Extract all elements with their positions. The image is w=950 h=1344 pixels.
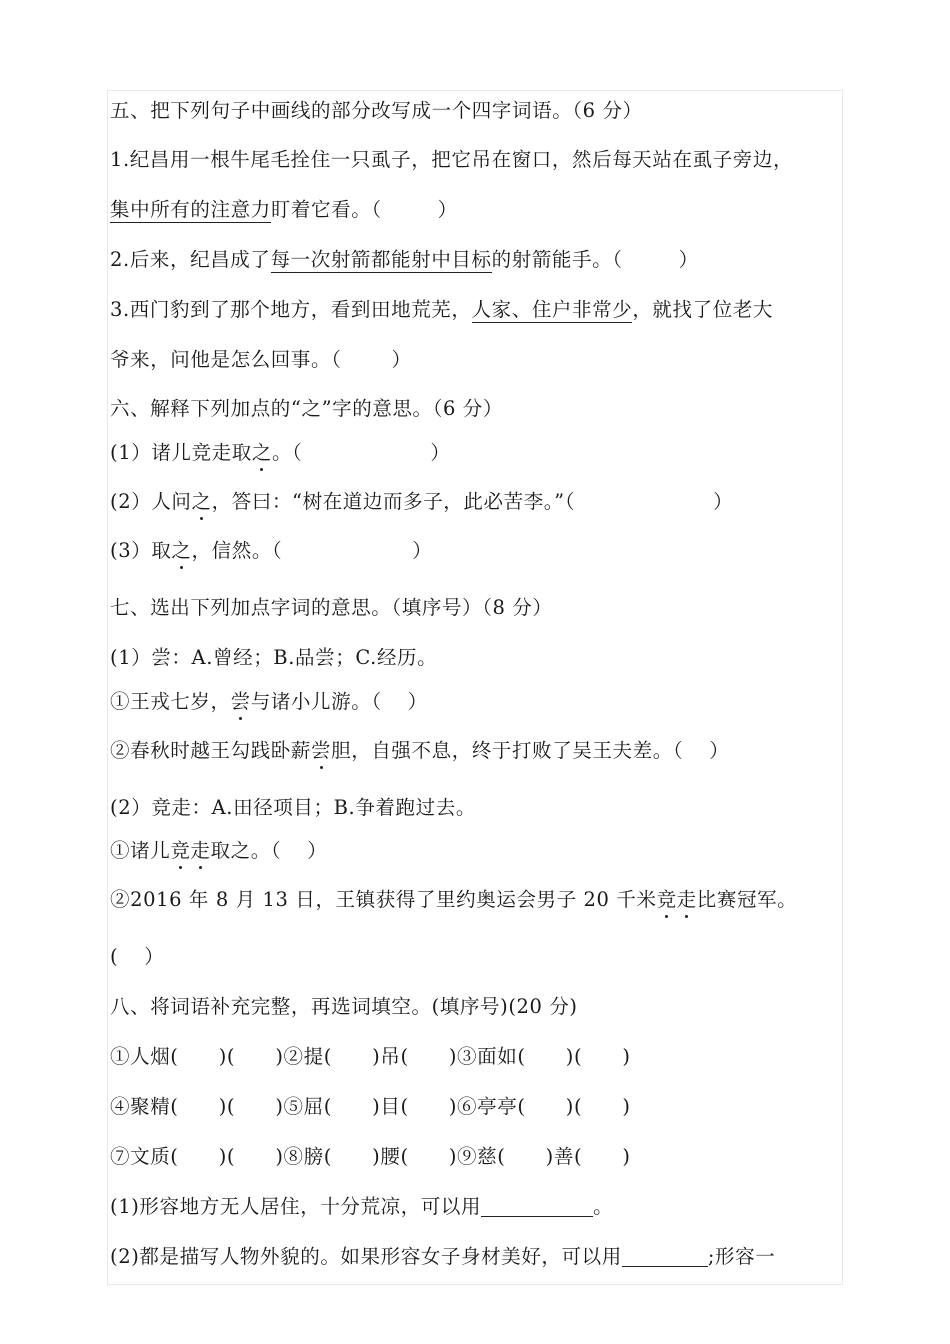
section-8-title: 八、将词语补充完整，再选词填空。(填序号)(20 分) (110, 995, 578, 1018)
s7-p2-q2-answer: ( ） (110, 945, 165, 968)
dotted-char: 竞 (170, 834, 190, 868)
s8-word-row-3: ⑦文质( )( )⑧膀( )腰( )⑨慈( )善( ) (110, 1145, 631, 1168)
s7-p1-q2: ②春秋时越王勾践卧薪尝胆，自强不息，终于打败了吴王夫差。（ ） (110, 734, 850, 768)
s5-q3-line1: 3.西门豹到了那个地方，看到田地荒芜，人家、住户非常少，就找了位老大 (110, 298, 774, 321)
dotted-char: 尝 (311, 734, 331, 768)
s8-q1: (1)形容地方无人居住，十分荒凉，可以用 。 (110, 1195, 614, 1218)
section-5-title: 五、把下列句子中画线的部分改写成一个四字词语。（6 分） (110, 99, 643, 122)
fill-blank (481, 1194, 593, 1217)
underlined-phrase: 每一次射箭都能射中目标 (270, 248, 492, 271)
s8-word-row-2: ④聚精( )( )⑤屈( )目( )⑥亭亭( )( ) (110, 1095, 631, 1118)
s7-p1-q1: ①王戎七岁，尝与诸小儿游。（ ） (110, 685, 850, 719)
s6-q3: (3）取之，信然。（ ） (110, 534, 850, 568)
s6-q2: (2）人问之，答曰：“树在道边而多子，此必苦李。”（ ） (110, 485, 850, 519)
dotted-char: 之 (192, 485, 212, 519)
section-6-title: 六、解释下列加点的“之”字的意思。（6 分） (110, 397, 503, 420)
s7-p2-q1: ①诸儿竞走取之。（ ） (110, 834, 850, 868)
underlined-phrase: 人家、住户非常少 (471, 298, 633, 321)
dotted-char: 走 (677, 883, 697, 917)
dotted-char: 尝 (231, 685, 251, 719)
dotted-char: 之 (171, 534, 191, 568)
underlined-phrase: 集中所有的注意力 (110, 198, 271, 221)
dotted-char: 走 (190, 834, 210, 868)
s5-q2: 2.后来，纪昌成了每一次射箭都能射中目标的射箭能手。（ ） (110, 248, 699, 271)
s8-q2: (2)都是描写人物外貌的。如果形容女子身材美好，可以用 ;形容一 (110, 1245, 776, 1268)
s7-p1-options: (1）尝：A.曾经；B.品尝；C.经历。 (110, 646, 438, 669)
s8-word-row-1: ①人烟( )( )②提( )吊( )③面如( )( ) (110, 1045, 631, 1068)
s5-q1-line2: 集中所有的注意力盯着它看。（ ） (110, 198, 458, 221)
s5-q1-line1: 1.纪昌用一根牛尾毛拴住一只虱子，把它吊在窗口，然后每天站在虱子旁边， (110, 148, 794, 171)
s7-p2-options: (2）竞走：A.田径项目；B.争着跑过去。 (110, 796, 476, 819)
dotted-char: 之 (252, 436, 272, 470)
dotted-char: 竞 (657, 883, 677, 917)
s5-q3-line2: 爷来，问他是怎么回事。（ ） (110, 348, 412, 371)
s6-q1: (1）诸儿竞走取之。（ ） (110, 436, 850, 470)
fill-blank (622, 1244, 708, 1267)
section-7-title: 七、选出下列加点字词的意思。（填序号）（8 分） (110, 596, 553, 619)
s7-p2-q2: ②2016 年 8 月 13 日，王镇获得了里约奥运会男子 20 千米竞走比赛冠军。 (110, 883, 850, 917)
